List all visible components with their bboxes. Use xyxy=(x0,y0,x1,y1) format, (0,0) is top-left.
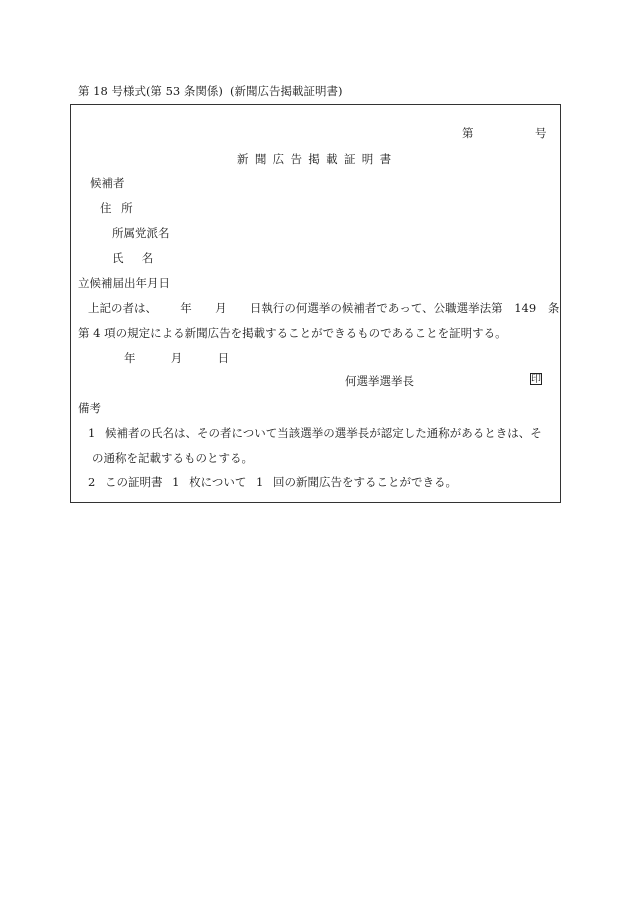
party-label: 所属党派名 xyxy=(112,226,170,240)
form-name: (新聞広告掲載証明書) xyxy=(230,84,343,98)
note-1-line-2: の通称を記載するものとする。 xyxy=(92,451,253,465)
seal-mark: 印 xyxy=(531,374,541,385)
candidate-label: 候補者 xyxy=(90,176,125,190)
number-go: 号 xyxy=(535,126,547,140)
address-label: 住 所 xyxy=(100,201,133,215)
issuer: 何選挙選挙長 xyxy=(345,374,414,388)
note-2: 2 この証明書 1 枚について 1 回の新聞広告をすることができる。 xyxy=(88,475,457,489)
note-1-line-1: 1 候補者の氏名は、その者について当該選挙の選挙長が認定した通称があるときは、そ xyxy=(88,426,542,440)
registration-date-label: 立候補届出年月日 xyxy=(78,276,170,290)
certificate-title: 新聞広告掲載証明書 xyxy=(237,152,398,166)
number-dai: 第 xyxy=(462,126,474,140)
date-line: 年 月 日 xyxy=(124,351,230,365)
name-label: 氏 名 xyxy=(112,251,154,265)
form-label: 第 18 号様式(第 53 条関係) xyxy=(78,84,223,98)
body-line-1: 上記の者は、 年 月 日執行の何選挙の候補者であって、公職選挙法第 149 条 xyxy=(88,301,560,315)
body-line-2: 第 4 項の規定による新聞広告を掲載することができるものであることを証明する。 xyxy=(78,326,507,340)
notes-heading: 備考 xyxy=(78,401,101,415)
